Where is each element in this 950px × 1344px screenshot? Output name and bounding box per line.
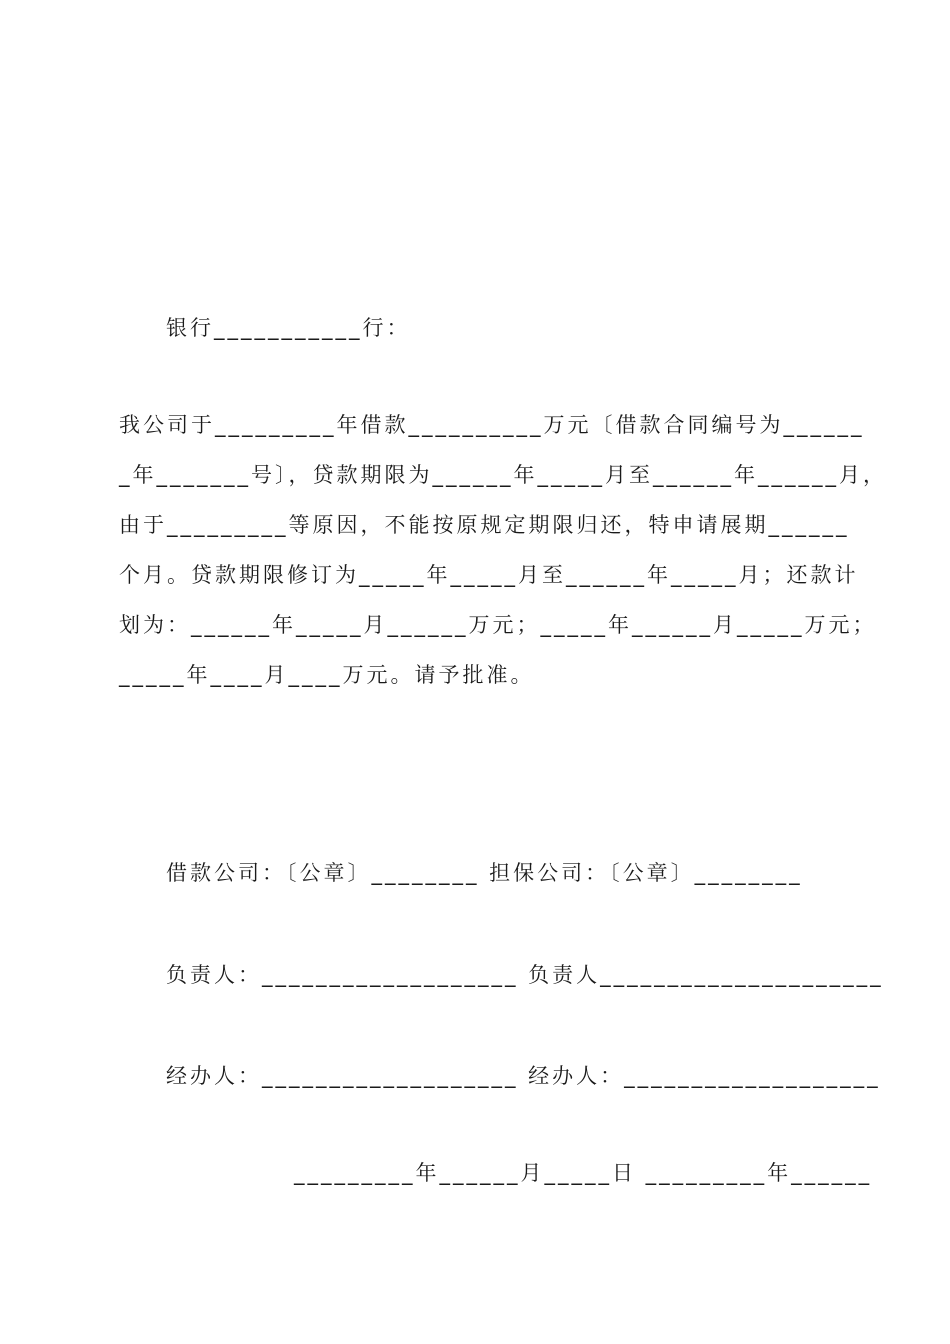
body-line-2: _年_______号〕，贷款期限为______年_____月至______年______月， [119, 463, 887, 487]
salutation: 银行___________行： [166, 316, 411, 340]
signature-responsible: 负责人：___________________ 负责人_____________________ [166, 963, 884, 987]
signature-dates: _________年______月_____日 _________年______ [294, 1161, 873, 1185]
body-line-3: 由于_________等原因，不能按原规定期限归还，特申请展期______ [119, 513, 850, 537]
body-line-4: 个月。贷款期限修订为_____年_____月至______年_____月；还款计 [119, 563, 859, 587]
signature-companies: 借款公司：〔公章〕________ 担保公司：〔公章〕________ [166, 861, 803, 885]
body-line-1: 我公司于_________年借款__________万元〔借款合同编号为______ [119, 413, 865, 437]
body-line-5: 划为：______年_____月______万元；_____年______月_____万元； [119, 613, 877, 637]
body-line-6: _____年____月____万元。请予批准。 [119, 663, 535, 687]
signature-handler: 经办人：___________________ 经办人：___________________ [166, 1064, 881, 1088]
